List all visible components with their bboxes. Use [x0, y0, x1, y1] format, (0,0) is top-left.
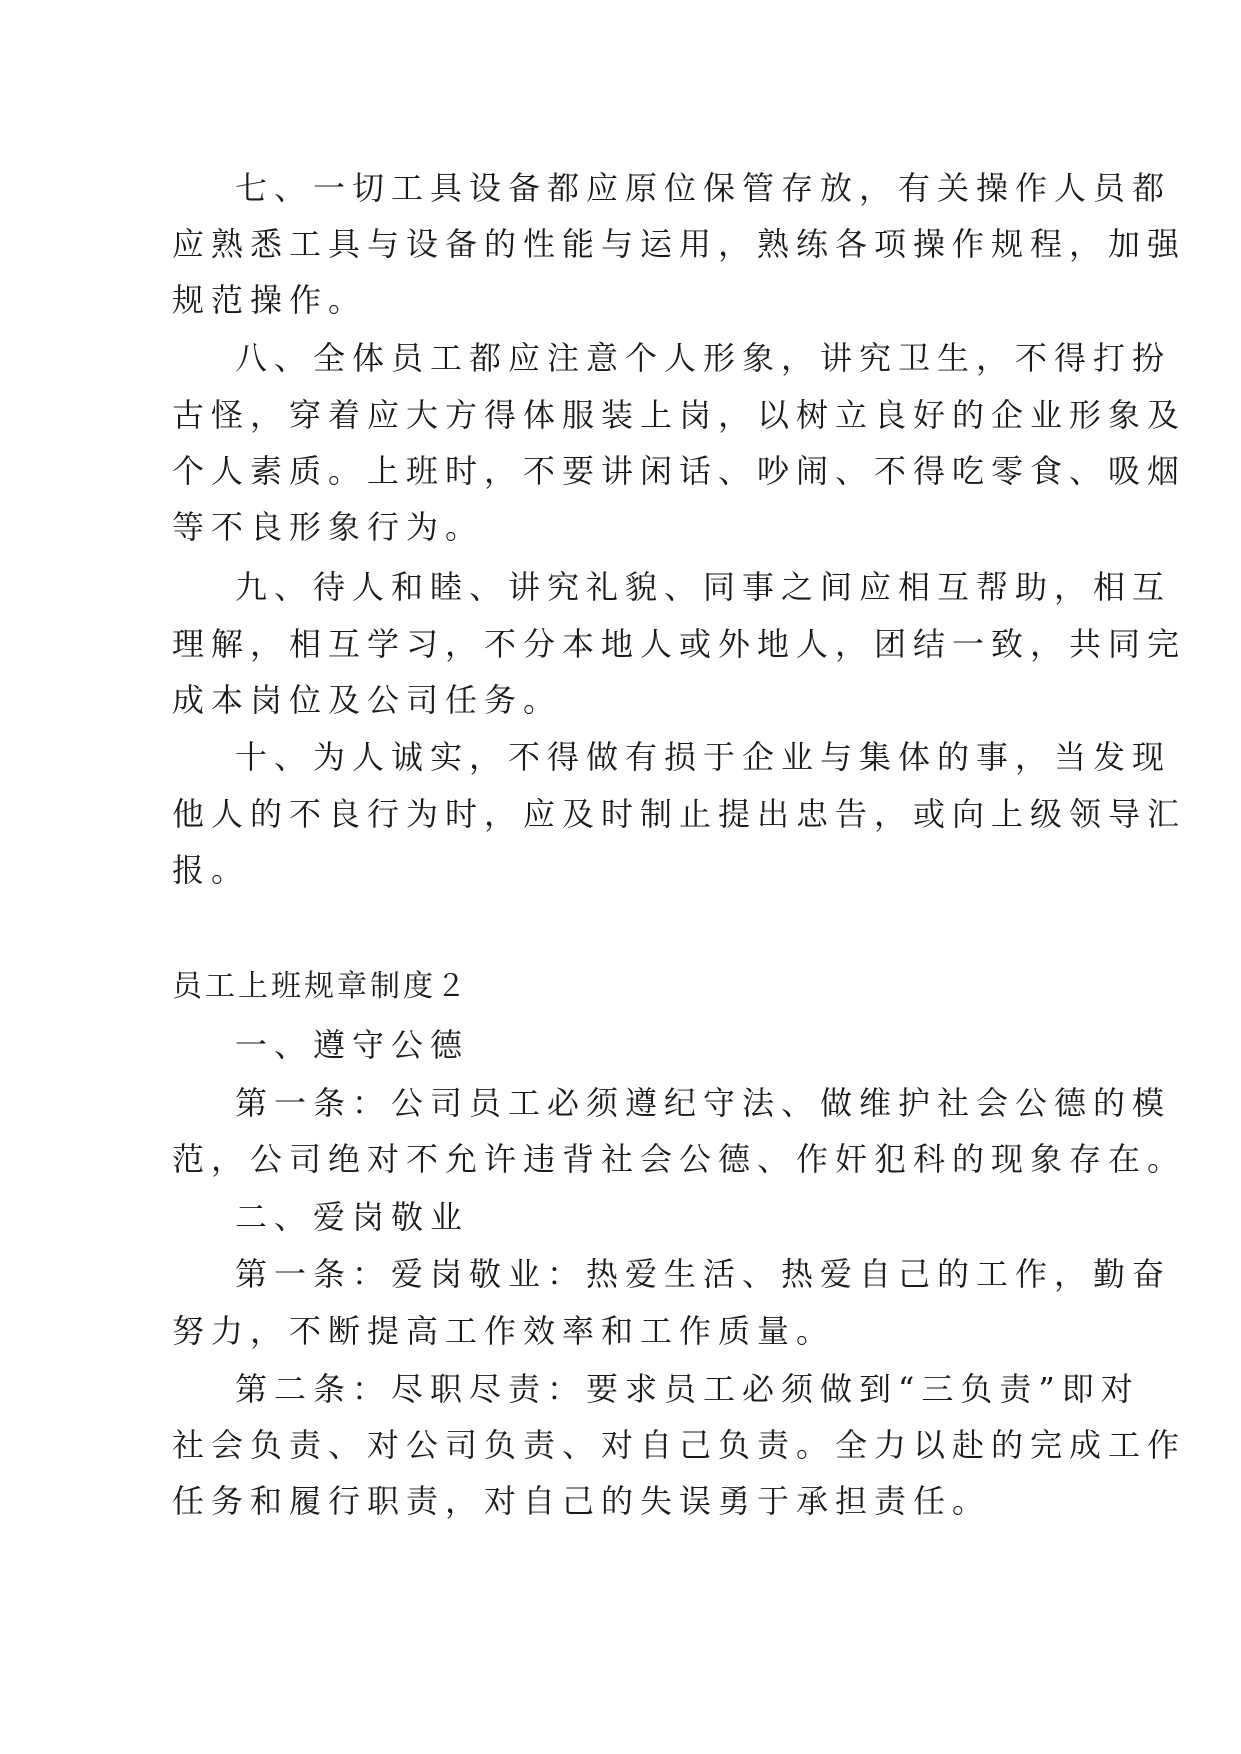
article-2-1-line-2: 努力，不断提高工作效率和工作质量。: [172, 1312, 836, 1350]
article-2-2-line-2: 社会负责、对公司负责、对自己负责。全力以赴的完成工作: [172, 1426, 1187, 1464]
paragraph-8-line-1: 八、全体员工都应注意个人形象，讲究卫生，不得打扮: [235, 339, 1172, 377]
paragraph-9-line-3: 成本岗位及公司任务。: [172, 681, 563, 719]
paragraph-7-line-3: 规范操作。: [172, 281, 368, 319]
paragraph-10-line-3: 报。: [172, 851, 251, 889]
paragraph-8-line-2: 古怪，穿着应大方得体服装上岗，以树立良好的企业形象及: [172, 396, 1187, 434]
paragraph-8-line-3: 个人素质。上班时，不要讲闲话、吵闹、不得吃零食、吸烟: [172, 452, 1187, 490]
heading-two-dedication: 二、爱岗敬业: [235, 1198, 470, 1236]
paragraph-9-line-2: 理解，相互学习，不分本地人或外地人，团结一致，共同完: [172, 625, 1187, 663]
paragraph-7-line-2: 应熟悉工具与设备的性能与运用，熟练各项操作规程，加强: [172, 225, 1187, 263]
paragraph-8-line-4: 等不良形象行为。: [172, 508, 485, 546]
article-2-2-line-3: 任务和履行职责，对自己的失误勇于承担责任。: [172, 1482, 992, 1520]
article-1-1-line-2: 范，公司绝对不允许违背社会公德、作奸犯科的现象存在。: [172, 1140, 1187, 1178]
section-title: 员工上班规章制度２: [172, 969, 469, 1004]
article-2-1-line-1: 第一条：爱岗敬业：热爱生活、热爱自己的工作，勤奋: [235, 1255, 1172, 1293]
article-2-2-line-1: 第二条：尽职尽责：要求员工必须做到“三负责”即对: [235, 1370, 1140, 1408]
paragraph-10-line-1: 十、为人诚实，不得做有损于企业与集体的事，当发现: [235, 738, 1172, 776]
article-1-1-line-1: 第一条：公司员工必须遵纪守法、做维护社会公德的模: [235, 1084, 1172, 1122]
paragraph-10-line-2: 他人的不良行为时，应及时制止提出忠告，或向上级领导汇: [172, 795, 1187, 833]
heading-one-observe-ethics: 一、遵守公德: [235, 1026, 470, 1064]
paragraph-9-line-1: 九、待人和睦、讲究礼貌、同事之间应相互帮助，相互: [235, 568, 1172, 606]
paragraph-7-line-1: 七、一切工具设备都应原位保管存放，有关操作人员都: [235, 169, 1172, 207]
